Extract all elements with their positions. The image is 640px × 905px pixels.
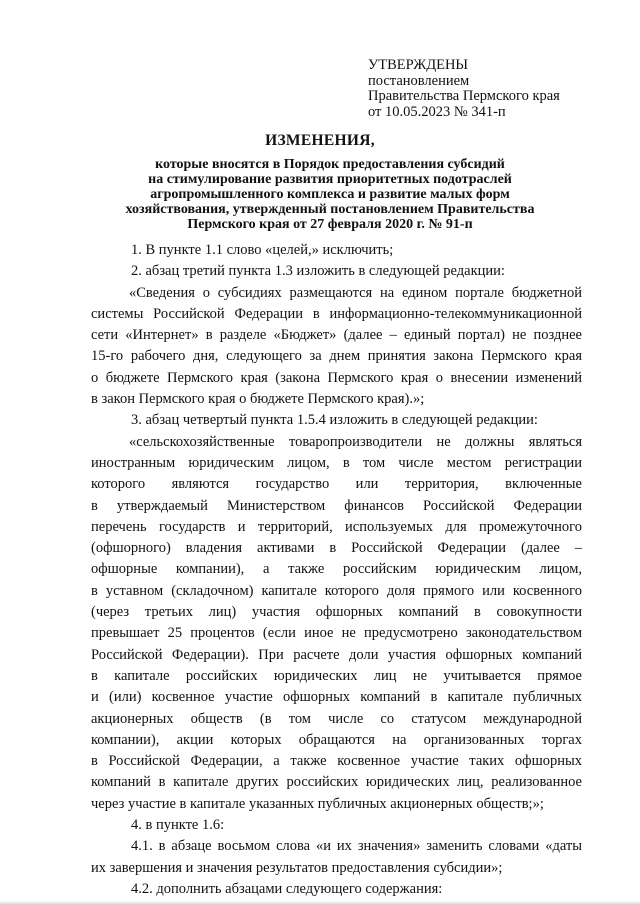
subtitle-line: на стимулирование развития приоритетных подотраслей — [148, 172, 512, 187]
quoted-text-line: в уставном (складочном) капитале которого доля прямого или косвенного — [91, 582, 582, 599]
approval-date-number: от 10.05.2023 № 341-п — [368, 103, 506, 120]
quoted-text-line: иностранным юридическим лицом, в том числе местом регистрации — [91, 454, 582, 471]
quoted-text-line: сети «Интернет» в разделе «Бюджет» (далее – единый портал) не позднее — [91, 327, 582, 344]
paragraph-item-2: 2. абзац третий пункта 1.3 изложить в следующей редакции: — [131, 263, 505, 280]
approval-government: Правительства Пермского края — [368, 88, 560, 104]
paragraph-item-4-2: 4.2. дополнить абзацами следующего содержания: — [131, 880, 443, 897]
document-body — [91, 240, 582, 900]
quoted-text-line: в Российской Федерации, а также косвенное участие таких офшорных — [91, 753, 582, 770]
subtitle-line: хозяйствования, утвержденный постановлением Правительства — [125, 202, 535, 217]
paragraph-item-3: 3. абзац четвертый пункта 1.5.4 изложить в следующей редакции: — [131, 412, 538, 429]
quoted-text-line: о бюджете Пермского края (закона Пермского края о внесении изменений — [91, 369, 582, 386]
quoted-text-line: компаний в капитале других российских юридических лиц, реализованное — [91, 774, 582, 791]
approval-block — [368, 58, 628, 120]
quoted-text-line: превышает 25 процентов (если иное не предусмотрено законодательством — [91, 625, 582, 642]
quoted-text-line: «сельскохозяйственные товаропроизводители не должны являться — [129, 433, 582, 450]
quoted-text-line: которого являются государство или территория, включенные — [91, 476, 582, 493]
page-bottom-edge — [0, 901, 640, 905]
quoted-text-line: системы Российской Федерации в информационно-телекоммуникационной — [91, 305, 582, 322]
approval-resolution: постановлением — [368, 72, 470, 89]
document-subtitle — [60, 157, 600, 232]
quoted-text-line: офшорные компании), а также российским юридическим лицом, — [91, 561, 582, 578]
quoted-text-line: «Сведения о субсидиях размещаются на едином портале бюджетной — [129, 284, 582, 301]
quoted-text-line: компании), акции которых обращаются на организованных торгах — [91, 731, 582, 748]
quoted-text-line: через участие в капитале указанных публичных акционерных обществ;»; — [91, 795, 544, 812]
subtitle-line: агропромышленного комплекса и развитие малых форм — [150, 187, 510, 202]
quoted-text-line: 15-го рабочего дня, следующего за днем принятия закона Пермского края — [91, 348, 582, 365]
paragraph-item-4: 4. в пункте 1.6: — [131, 817, 225, 834]
quoted-text-line: в капитале российских юридических лиц не учитывается прямое — [91, 667, 582, 684]
quoted-text-line: (через третьих лиц) участия офшорных компаний в совокупности — [91, 604, 582, 621]
document-title: ИЗМЕНЕНИЯ, — [265, 132, 375, 149]
paragraph-item-4-1-cont: их завершения и значения результатов предоставления субсидии»; — [91, 859, 503, 876]
subtitle-line: Пермского края от 27 февраля 2020 г. № 91-п — [187, 217, 473, 232]
quoted-text-line: (офшорного) владения активами в Российской Федерации (далее – — [91, 540, 582, 557]
quoted-text-line: перечень государств и территорий, используемых для промежуточного — [91, 518, 582, 535]
quoted-text-line: в закон Пермского края о бюджете Пермского края).»; — [91, 391, 425, 408]
quoted-text-line: акционерных обществ (в том числе со статусом международной — [91, 710, 582, 727]
approval-heading: УТВЕРЖДЕНЫ — [368, 57, 469, 73]
quoted-text-line: и (или) косвенное участие офшорных компаний в капитале публичных — [91, 689, 582, 706]
paragraph-item-1: 1. В пункте 1.1 слово «целей,» исключить; — [131, 242, 394, 258]
subtitle-line: которые вносятся в Порядок предоставления субсидий — [155, 157, 505, 172]
paragraph-item-4-1: 4.1. в абзаце восьмом слова «и их значения» заменить словами «даты — [131, 838, 582, 855]
quoted-text-line: в утверждаемый Министерством финансов Российской Федерации — [91, 497, 582, 514]
quoted-text-line: Российской Федерации). При расчете доли участия офшорных компаний — [91, 646, 582, 663]
